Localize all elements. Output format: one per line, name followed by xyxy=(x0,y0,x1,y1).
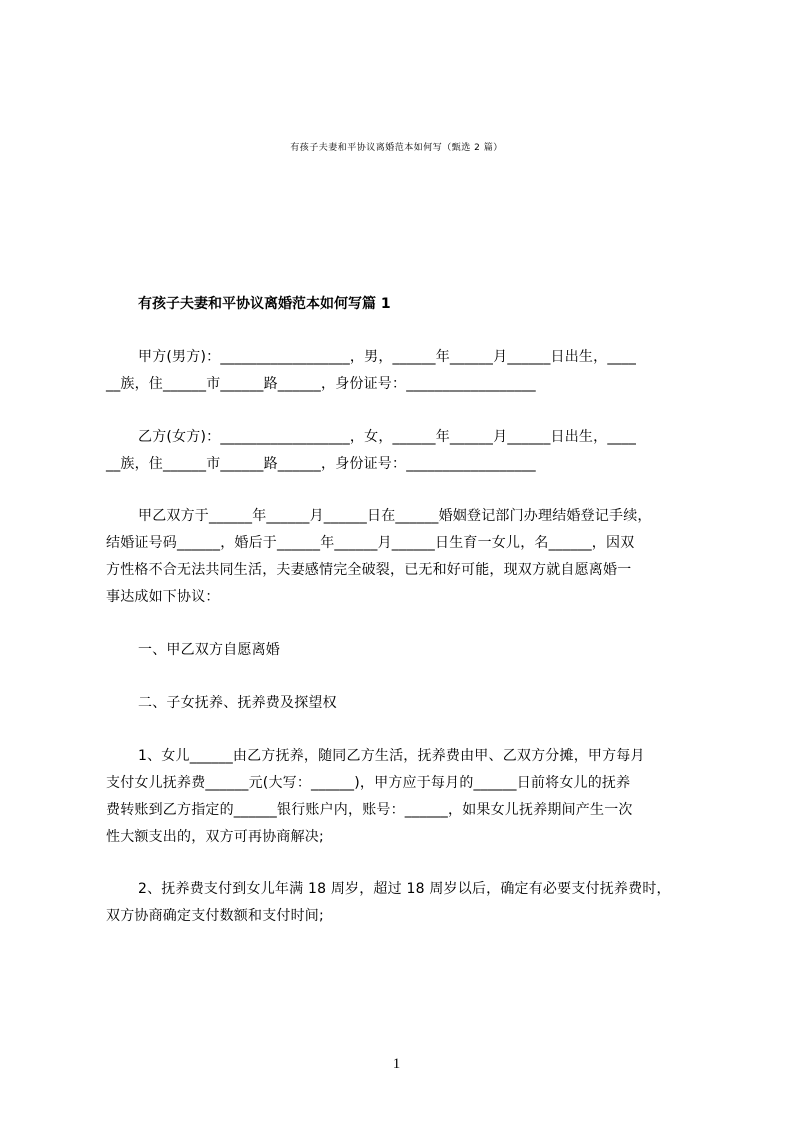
clause-2-line-2: 双方协商确定支付数额和支付时间; xyxy=(106,908,324,924)
clause-1-line-2: 支付女儿抚养费______元(大写：______)，甲方应于每月的______日前将女儿的抚养 xyxy=(106,775,631,791)
clause-1-line-3: 费转账到乙方指定的______银行账户内，账号：______，如果女儿抚养期间产生一次 xyxy=(106,802,633,818)
clause-1-line-1: 1、女儿______由乙方抚养，随同乙方生活，抚养费由甲、乙双方分摊，甲方每月 xyxy=(138,748,645,764)
intro-line-4: 事达成如下协议： xyxy=(106,589,220,605)
page-number: 1 xyxy=(392,1056,401,1072)
document-title: 有孩子夫妻和平协议离婚范本如何写（甄选 2 篇） xyxy=(290,143,503,153)
intro-line-2: 结婚证号码______，婚后于______年______月______日生育一女儿，名______，因双 xyxy=(106,535,635,551)
party-b-line-1: 乙方(女方)：__________________，女，______年______月______日出生，____ xyxy=(138,429,637,445)
party-b-line-2: __族，住______市______路______，身份证号：__________________ xyxy=(106,456,536,472)
clause-1-line-4: 性大额支出的，双方可再协商解决; xyxy=(106,829,324,845)
party-a-line-1: 甲方(男方)：__________________，男，______年______月______日出生，____ xyxy=(138,349,637,365)
intro-line-1: 甲乙双方于______年______月______日在______婚姻登记部门办理结婚登记手续， xyxy=(138,508,652,524)
section-2-heading: 二、子女抚养、抚养费及探望权 xyxy=(138,695,337,711)
party-a-line-2: __族，住______市______路______，身份证号：__________________ xyxy=(106,376,536,392)
section-heading: 有孩子夫妻和平协议离婚范本如何写篇 1 xyxy=(138,296,391,312)
section-1-heading: 一、甲乙双方自愿离婚 xyxy=(138,642,280,658)
clause-2-line-1: 2、抚养费支付到女儿年满 18 周岁，超过 18 周岁以后，确定有必要支付抚养费时， xyxy=(138,881,671,897)
intro-line-3: 方性格不合无法共同生活，夫妻感情完全破裂，已无和好可能，现双方就自愿离婚一 xyxy=(106,562,632,578)
